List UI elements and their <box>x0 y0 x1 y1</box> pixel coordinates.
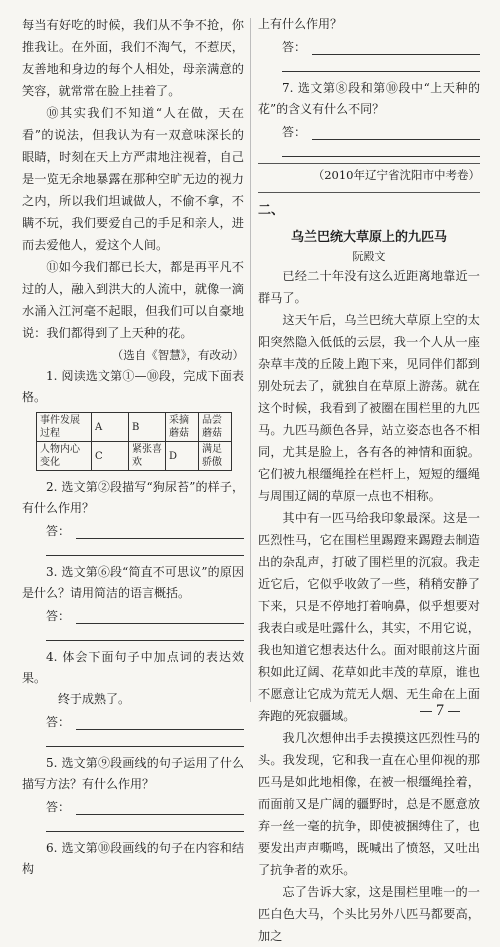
answer-line[interactable]: 答： <box>282 120 480 140</box>
table-cell: 采摘蘑菇 <box>166 413 199 442</box>
right-column <box>258 14 480 947</box>
question-4-sentence: 终于成熟了。 <box>58 692 131 706</box>
answer-line[interactable]: 答： <box>46 604 244 624</box>
table-cell: 品尝蘑菇 <box>199 413 232 442</box>
question-4: 4. 体会下面句子中加点词的表达效果。 <box>22 650 244 685</box>
table-cell: B <box>129 413 166 442</box>
question-6: 6. 选文第⑩段画线的句子在内容和结构 <box>22 841 244 876</box>
question-6-cont: 上有什么作用？ <box>258 17 343 31</box>
answer-rule[interactable] <box>282 140 480 157</box>
paragraph-10: ⑩其实我们不知道“人在做，天在看”的说法，但我认为有一双意味深长的眼睛，时刻在天上方严肃地注视着，自己是一览无余地暴露在那种空旷无边的视力之内，所以我们坦诚做人，不偷不拿，不瞒不玩，我们要爱自己的手足和亲人，进而去爱他人，爱这个人间。 <box>22 106 244 252</box>
source-note: （选自《智慧》，有改动） <box>111 348 244 362</box>
question-1: 1. 阅读选文第①—⑩段，完成下面表格。 <box>22 369 244 404</box>
question-2: 2. 选文第②段描写“狗尿苔”的样子，有什么作用？ <box>22 480 244 515</box>
paragraph-9-end: 每当有好吃的时候，我们从不争不抢，你推我让。在外面，我们不淘气，不惹厌，友善地和身边的每个人相处，母亲满意的笑容，就常常在脸上挂着了。 <box>22 18 244 98</box>
table-cell: D <box>166 442 199 471</box>
paragraph-11: ⑪如今我们都已长大，都是再平凡不过的人，融入到洪大的人流中，就像一滴水涌入江河毫不起眼，但我们可以自豪地说：我们都得到了上天种的花。 <box>22 260 244 340</box>
section-number: 二、 <box>258 203 285 218</box>
answer-rule[interactable] <box>46 539 244 556</box>
question-3: 3. 选文第⑥段“简直不可思议”的原因是什么？请用简洁的语言概括。 <box>22 565 244 600</box>
answer-rule[interactable] <box>46 624 244 641</box>
page-number: 7 <box>416 702 464 720</box>
section-rule <box>258 192 480 193</box>
article-author: 阮殿文 <box>352 250 386 263</box>
question-7: 7. 选文第⑧段和第⑩段中“上天种的花”的含义有什么不同？ <box>258 81 480 116</box>
table-cell: 满足骄傲 <box>199 442 232 471</box>
table-cell: 人物内心变化 <box>37 442 92 471</box>
table-cell: A <box>92 413 129 442</box>
answer-rule[interactable] <box>46 730 244 747</box>
column-divider <box>250 18 251 702</box>
question-5: 5. 选文第⑨段画线的句子运用了什么描写方法？有什么作用？ <box>22 756 244 791</box>
article-paragraph-2: 这天午后，乌兰巴统大草原上空的太阳突然隐入低低的云层，我一个人从一座杂草丰茂的丘陵上跑下来，见同伴们都到别处玩去了，就独自在草原上游荡。就在这个时候，我看到了被圈在围栏里的九匹马。九匹马颜色各异，站立姿态也各不相同，尤其是脸上，各有各的神情和面貌。它们被九根缰绳拴在栏杆上，短短的缰绳与周围辽阔的草原一点也不相称。 <box>258 313 480 503</box>
answer-line[interactable]: 答： <box>46 795 244 815</box>
answer-line[interactable]: 答： <box>46 710 244 730</box>
answer-line[interactable]: 答： <box>46 519 244 539</box>
answer-line[interactable]: 答： <box>282 35 480 55</box>
table-cell: C <box>92 442 129 471</box>
article-paragraph-4: 我几次想伸出手去摸摸这匹烈性马的头。我发现，它和我一直在心里仰视的那匹马是如此地相像，在被一根缰绳拴着，而面前又是广阔的疆野时，总是不愿意放弃一丝一毫的抗争，即使被捆缚住了，也要发出声声嘶鸣，既喊出了愤怒，又吐出了抗争者的欢乐。 <box>258 731 480 877</box>
left-column <box>22 14 244 880</box>
answer-rule[interactable] <box>282 55 480 72</box>
table-cell: 事件发展过程 <box>37 413 92 442</box>
article-paragraph-1: 已经二十年没有这么近距离地靠近一群马了。 <box>258 269 480 305</box>
table-row <box>37 413 232 442</box>
answer-rule[interactable] <box>46 815 244 832</box>
article-paragraph-3: 其中有一匹马给我印象最深。这是一匹烈性马，它在围栏里踢蹬来踢蹬去制造出的杂乱声，打破了围栏里的沉寂。我走近它后，它似乎收敛了一些，稍稍安静了下来，只是不停地打着响鼻，似乎想要对我表白或是吐露什么，其实，不用它说，我也知道它想表达什么。面对眼前这片面积如此辽阔、花草如此丰茂的草原，谁也不愿意让它成为荒无人烟、无生命在上面奔跑的死寂疆域。 <box>258 511 480 723</box>
table-row <box>37 442 232 471</box>
table-cell: 紧张喜欢 <box>129 442 166 471</box>
article-paragraph-5: 忘了告诉大家，这是围栏里唯一的一匹白色大马，个头比另外八匹马都要高，加之 <box>258 885 480 943</box>
exam-source: （2010年辽宁省沈阳市中考卷） <box>312 168 480 182</box>
answer-table <box>36 412 232 471</box>
article-title: 乌兰巴统大草原上的九匹马 <box>290 230 447 245</box>
